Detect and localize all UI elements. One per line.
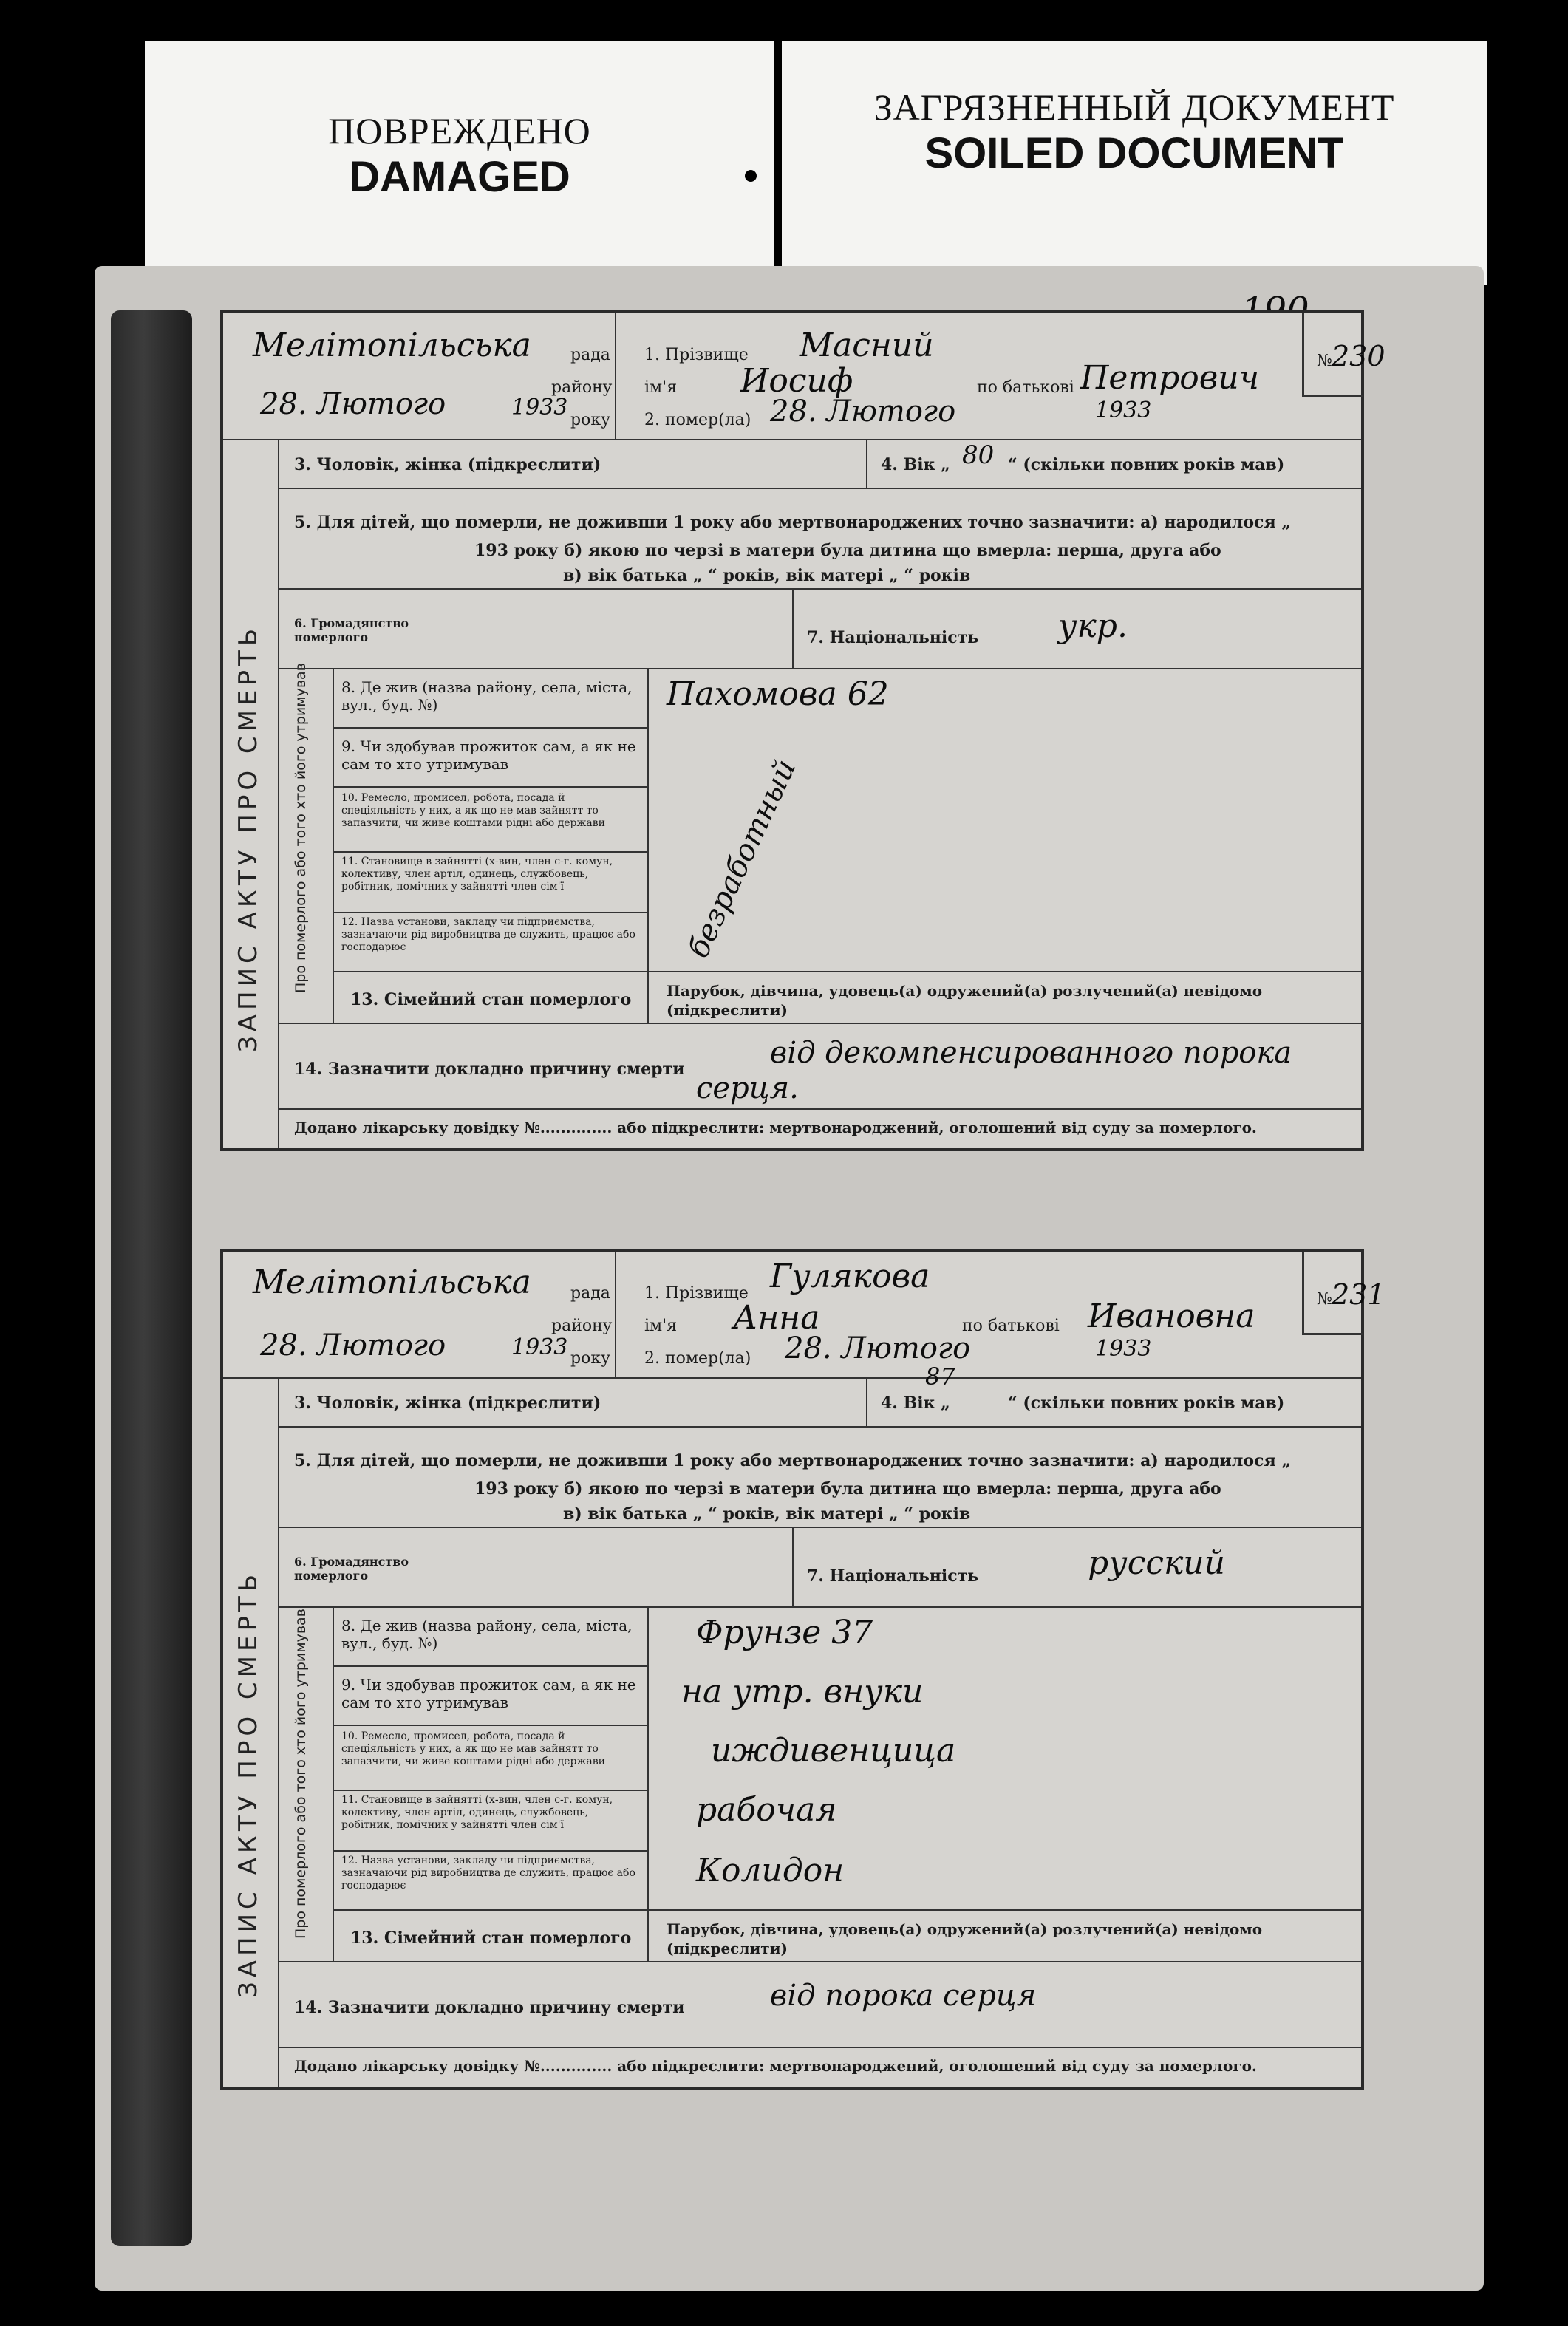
f13-options: Парубок, дівчина, удовець(а) одружений(а) розлучений(а) невідомо (підкреслити) [667, 982, 1263, 1019]
no-label: № [1317, 1290, 1332, 1309]
footer-note: Додано лікарську довідку №.............. або підкреслити: мертвонароджений, оголошений від суду за померлого. [294, 1119, 1257, 1136]
separator-dot [745, 170, 757, 182]
side-title: ЗАПИС АКТУ ПРО СМЕРТЬ [234, 624, 263, 1052]
soiled-label [782, 41, 1487, 285]
f11-label: 11. Становище в зайнятті (х-вин, член с-г. комун, колективу, член артіл, одинець, службовець, робітник, помічник у зайнятті член сім'ї [341, 1794, 613, 1831]
died-date: 28. Лютого [770, 395, 956, 429]
f4-tail: “ (скільки повних років мав) [1008, 455, 1285, 474]
f13-label: 13. Сімейний стан померлого [350, 990, 632, 1009]
rada-name: Мелітопільська [253, 1263, 531, 1301]
year-left: 1933 [511, 1334, 568, 1360]
rada-name: Мелітопільська [253, 327, 531, 364]
name-value: Иосиф [740, 362, 853, 400]
cause-line1: від порока серця [770, 1979, 1037, 2013]
f9-label: 9. Чи здобував прожиток сам, а як не сам то хто утримував [341, 1676, 636, 1711]
f5-line3: в) вік батька „ “ років, вік матері „ “ років [563, 1504, 971, 1524]
f5-line2: 193 року б) якою по черзі в матери була дитина що вмерла: перша, друга або [474, 1479, 1221, 1498]
patronymic-value: Ивановна [1088, 1297, 1255, 1335]
f6-label: 6. Громадянство померлого [294, 616, 409, 644]
rayonu-label: районy [551, 1317, 613, 1335]
patronymic-value: Петрович [1080, 359, 1260, 397]
damaged-label-en: DAMAGED [349, 153, 570, 201]
f10-label: 10. Ремесло, промисел, робота, посада й спеціяльність у них, а як що не мав зайнятт то запазчити, чи живе коштами рідні або держави [341, 1730, 605, 1767]
patronymic-label: по батькові [977, 378, 1074, 397]
side-subtitle: Про померлого або того хто його утримував [293, 1609, 309, 1939]
soiled-label-en: SOILED DOCUMENT [924, 129, 1344, 177]
age-value: 80 [962, 440, 995, 470]
rada-label: рада [570, 346, 610, 364]
died-label: 2. помер(ла) [644, 411, 751, 429]
record-number: 230 [1332, 340, 1385, 372]
f6-label: 6. Громадянство померлого [294, 1555, 409, 1583]
f5-line1: 5. Для дітей, що померли, не доживши 1 року або мертвонароджених точно зазначити: а) народилося „ [294, 1451, 1292, 1470]
record-2 [220, 1249, 1385, 2090]
surname-value: Гулякова [770, 1258, 930, 1295]
f7-label: 7. Національність [807, 1566, 979, 1586]
age-value: 87 [925, 1362, 955, 1391]
f14-label: 14. Зазначити докладно причину смерти [294, 1998, 685, 2017]
f7-label: 7. Національність [807, 628, 979, 647]
surname-value: Масний [800, 327, 934, 364]
imya-label: ім'я [644, 378, 678, 397]
f5-line3: в) вік батька „ “ років, вік матері „ “ років [563, 566, 971, 585]
died-label: 2. помер(ла) [644, 1349, 751, 1368]
f10-label: 10. Ремесло, промисел, робота, посада й спеціяльність у них, а як що не мав зайнятт то запазчити, чи живе коштами рідні або держави [341, 792, 605, 829]
footer-note: Додано лікарську довідку №.............. або підкреслити: мертвонароджений, оголошений від суду за померлого. [294, 2057, 1257, 2075]
no-label: № [1317, 352, 1332, 370]
f9-label: 9. Чи здобував прожиток сам, а як не сам то хто утримував [341, 737, 636, 773]
page-binding [111, 310, 192, 2246]
died-year: 1933 [1095, 398, 1152, 423]
date-left: 28. Лютого [260, 1329, 446, 1362]
side-subtitle: Про померлого або того хто його утримував [293, 663, 309, 993]
date-left: 28. Лютого [260, 387, 446, 421]
f8-label: 8. Де жив (назва району, села, міста, вул., буд. №) [341, 1617, 633, 1652]
rayonu-label: районy [551, 378, 613, 397]
soiled-label-ru: ЗАГРЯЗНЕННЫЙ ДОКУМЕНТ [873, 86, 1395, 128]
f5-line2: 193 року б) якою по черзі в матери була дитина що вмерла: перша, друга або [474, 541, 1221, 560]
f5-line1: 5. Для дітей, що померли, не доживши 1 року або мертвонароджених точно зазначити: а) народилося „ [294, 513, 1292, 532]
record-1 [220, 310, 1385, 1151]
occupation-value: иждивенцица [711, 1732, 956, 1770]
nationality-value: укр. [1058, 607, 1128, 645]
f8-label: 8. Де жив (назва району, села, міста, вул., буд. №) [341, 678, 633, 714]
f4-tail: “ (скільки повних років мав) [1008, 1394, 1285, 1413]
roku-label: року [570, 411, 611, 429]
name-value: Анна [733, 1299, 820, 1337]
f4-label: 4. Вік „ [881, 455, 950, 474]
died-date: 28. Лютого [785, 1331, 971, 1365]
side-title: ЗАПИС АКТУ ПРО СМЕРТЬ [234, 1569, 263, 1998]
f3-label: 3. Чоловік, жінка (підкреслити) [294, 455, 601, 474]
cause-line2: серця. [696, 1071, 799, 1105]
position-value: рабочая [696, 1791, 837, 1829]
damaged-label [145, 41, 774, 285]
surname-label: 1. Прізвище [644, 346, 749, 364]
address-value: Фрунзе 37 [696, 1614, 873, 1651]
imya-label: ім'я [644, 1317, 678, 1335]
f13-label: 13. Сімейний стан померлого [350, 1928, 632, 1948]
cause-line1: від декомпенсированного порока [770, 1036, 1292, 1070]
nationality-value: русский [1088, 1544, 1225, 1582]
institution-value: Колидон [696, 1852, 845, 1889]
f12-label: 12. Назва установи, закладу чи підприємства, зазначаючи рід виробництва де служить, працює або господарює [341, 916, 635, 953]
income-value: безработный [681, 754, 803, 964]
damaged-label-ru: ПОВРЕЖДЕНО [328, 110, 591, 151]
income-value: на утр. внуки [681, 1673, 924, 1711]
patronymic-label: по батькові [962, 1317, 1060, 1335]
rada-label: рада [570, 1284, 610, 1303]
f14-label: 14. Зазначити докладно причину смерти [294, 1060, 685, 1079]
roku-label: року [570, 1349, 611, 1368]
died-year: 1933 [1095, 1336, 1152, 1362]
address-value: Пахомова 62 [667, 675, 889, 713]
record-number: 231 [1332, 1278, 1385, 1311]
f4-label: 4. Вік „ [881, 1394, 950, 1413]
year-left: 1933 [511, 395, 568, 420]
f12-label: 12. Назва установи, закладу чи підприємства, зазначаючи рід виробництва де служить, працює або господарює [341, 1855, 635, 1892]
surname-label: 1. Прізвище [644, 1284, 749, 1303]
f13-options: Парубок, дівчина, удовець(а) одружений(а) розлучений(а) невідомо (підкреслити) [667, 1920, 1263, 1957]
f11-label: 11. Становище в зайнятті (х-вин, член с-г. комун, колективу, член артіл, одинець, службовець, робітник, помічник у зайнятті член сім'ї [341, 856, 613, 893]
f3-label: 3. Чоловік, жінка (підкреслити) [294, 1394, 601, 1413]
